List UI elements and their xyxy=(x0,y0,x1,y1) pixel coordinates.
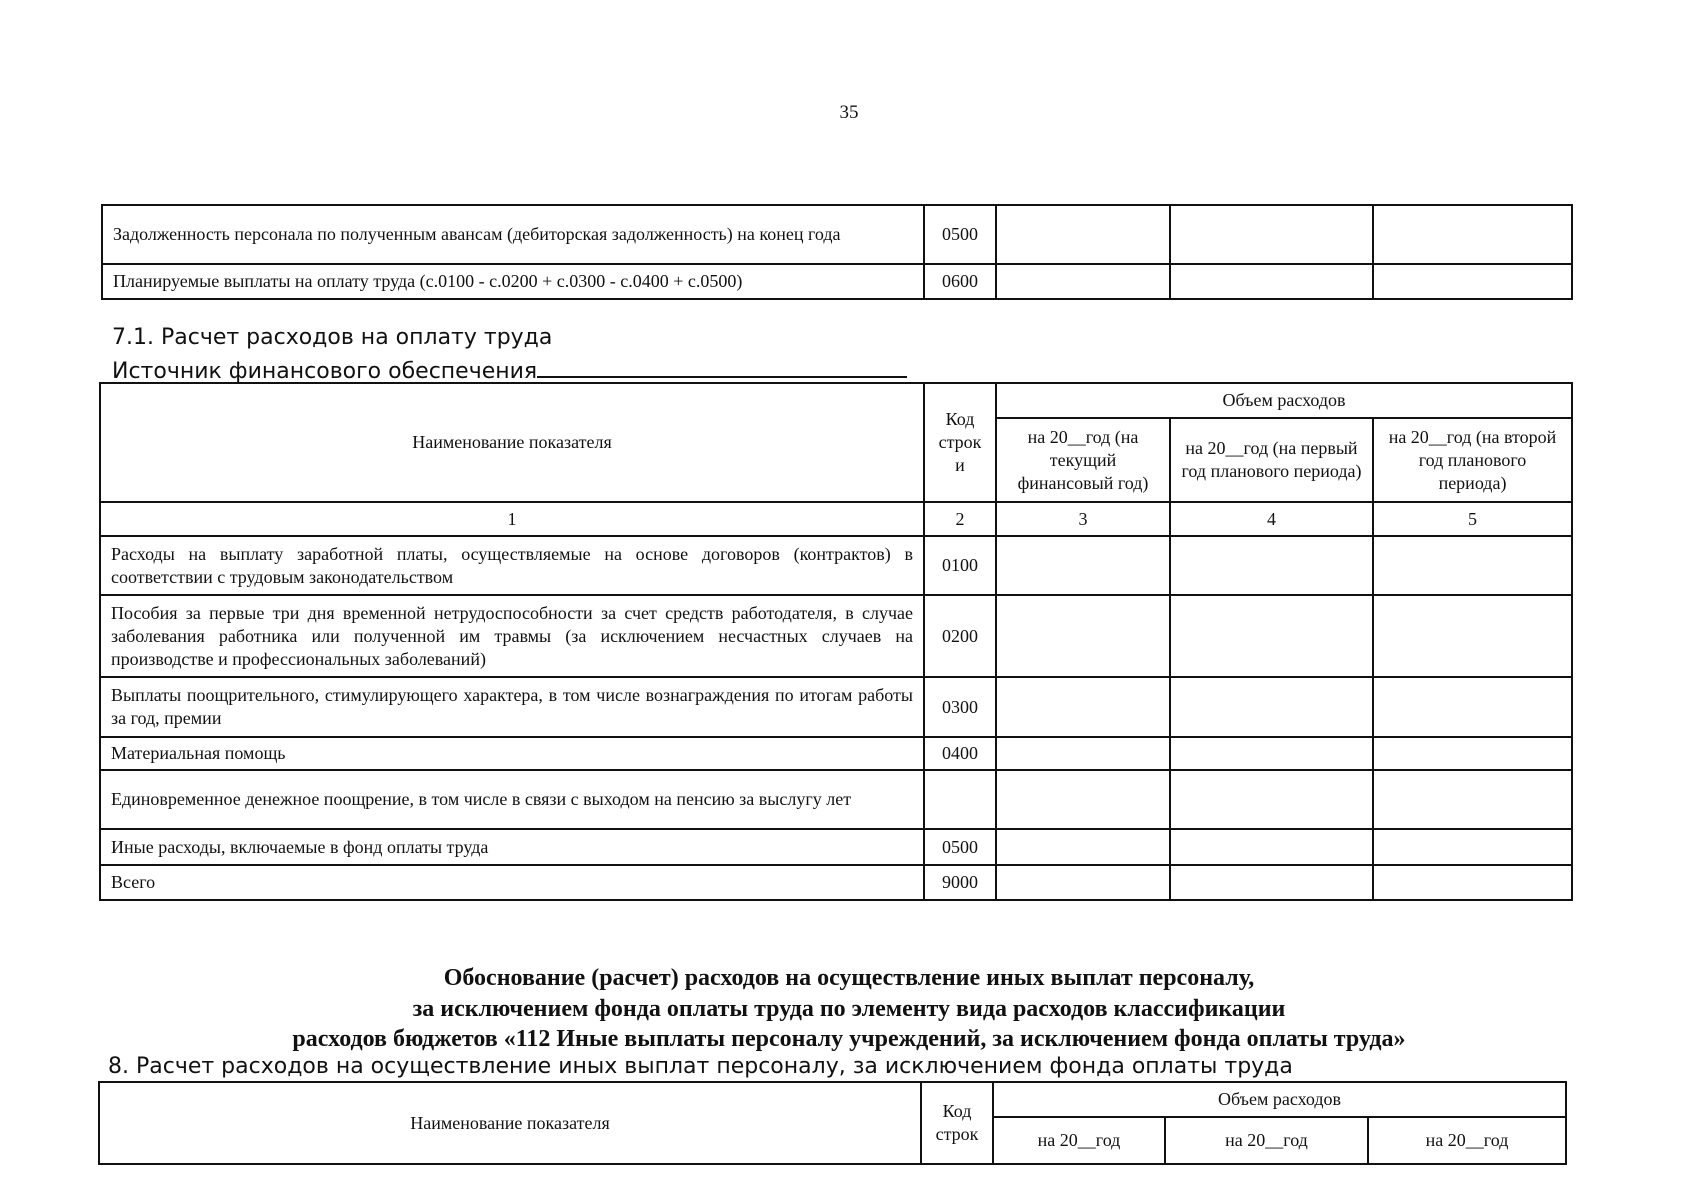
row-code: 0500 xyxy=(924,829,996,865)
table-row xyxy=(100,677,1572,737)
value-cell xyxy=(996,536,1170,595)
section-8-title: 8. Расчет расходов на осуществление иных выплат персоналу, за исключением фонда оплаты труда xyxy=(108,1054,1293,1079)
table-row xyxy=(102,264,1572,299)
value-cell xyxy=(1373,737,1572,770)
header-name: Наименование показателя xyxy=(99,1082,921,1164)
value-cell xyxy=(1373,205,1572,264)
value-cell xyxy=(1170,536,1373,595)
value-cell xyxy=(1170,737,1373,770)
header-row xyxy=(100,383,1572,418)
row-code: 0100 xyxy=(924,536,996,595)
header-year-2: на 20__год (на первый год планового периода) xyxy=(1170,418,1373,502)
row-code: 0500 xyxy=(924,205,996,264)
value-cell xyxy=(1170,865,1373,900)
table-row xyxy=(100,770,1572,829)
value-cell xyxy=(1170,770,1373,829)
heading-line-1: Обоснование (расчет) расходов на осуществление иных выплат персоналу, xyxy=(443,965,1255,991)
section-7-1-table xyxy=(99,382,1573,901)
row-name: Всего xyxy=(100,865,924,900)
value-cell xyxy=(1170,264,1373,299)
header-year-3: на 20__год xyxy=(1368,1117,1566,1164)
row-code: 0400 xyxy=(924,737,996,770)
value-cell xyxy=(1373,770,1572,829)
value-cell xyxy=(1373,677,1572,737)
header-name: Наименование показателя xyxy=(100,383,924,502)
value-cell xyxy=(996,205,1170,264)
row-name: Материальная помощь xyxy=(100,737,924,770)
value-cell xyxy=(1170,205,1373,264)
heading-line-2: за исключением фонда оплаты труда по элементу вида расходов классификации xyxy=(412,996,1286,1022)
value-cell xyxy=(1373,829,1572,865)
value-cell xyxy=(996,264,1170,299)
row-code xyxy=(924,770,996,829)
table-row xyxy=(100,829,1572,865)
table-row xyxy=(100,737,1572,770)
column-numbers-row xyxy=(100,502,1572,536)
header-year-2: на 20__год xyxy=(1165,1117,1368,1164)
heading-line-3: расходов бюджетов «112 Иные выплаты персоналу учреждений, за исключением фонда оплаты труда» xyxy=(292,1026,1406,1052)
col-number: 3 xyxy=(996,502,1170,536)
value-cell xyxy=(996,595,1170,677)
value-cell xyxy=(1373,264,1572,299)
value-cell xyxy=(1170,829,1373,865)
col-number: 1 xyxy=(100,502,924,536)
page-number: 35 xyxy=(839,102,859,123)
row-code: 0200 xyxy=(924,595,996,677)
col-number: 4 xyxy=(1170,502,1373,536)
row-code: 0300 xyxy=(924,677,996,737)
col-number: 5 xyxy=(1373,502,1572,536)
col-number: 2 xyxy=(924,502,996,536)
value-cell xyxy=(996,829,1170,865)
row-code: 0600 xyxy=(924,264,996,299)
value-cell xyxy=(996,865,1170,900)
section-8-table xyxy=(98,1081,1567,1165)
table-row xyxy=(100,865,1572,900)
table-row xyxy=(100,536,1572,595)
header-year-1: на 20__год xyxy=(993,1117,1165,1164)
header-volume: Объем расходов xyxy=(993,1082,1566,1117)
value-cell xyxy=(996,770,1170,829)
value-cell xyxy=(996,737,1170,770)
value-cell xyxy=(1373,865,1572,900)
row-name: Выплаты поощрительного, стимулирующего характера, в том числе вознаграждения по итогам работы за год, премии xyxy=(100,677,924,737)
row-name: Пособия за первые три дня временной нетрудоспособности за счет средств работодателя, в случае заболевания работника или полученной им травмы (за исключением несчастных случаев на производстве и профессиональных заболеваний) xyxy=(100,595,924,677)
header-volume: Объем расходов xyxy=(996,383,1572,418)
row-name: Планируемые выплаты на оплату труда (с.0100 - с.0200 + с.0300 - с.0400 + с.0500) xyxy=(102,264,924,299)
source-label: Источник финансового обеспечения xyxy=(112,359,538,384)
table-row xyxy=(102,205,1572,264)
header-code: Код строк и xyxy=(924,383,996,502)
header-code: Код строк xyxy=(921,1082,993,1164)
section-7-1-title: 7.1. Расчет расходов на оплату труда xyxy=(112,325,553,350)
row-code: 9000 xyxy=(924,865,996,900)
row-name: Задолженность персонала по полученным авансам (дебиторская задолженность) на конец года xyxy=(102,205,924,264)
value-cell xyxy=(996,677,1170,737)
row-name: Единовременное денежное поощрение, в том числе в связи с выходом на пенсию за выслугу лет xyxy=(100,770,924,829)
table-row xyxy=(100,595,1572,677)
header-year-1: на 20__год (на текущий финансовый год) xyxy=(996,418,1170,502)
header-year-3: на 20__год (на второй год планового периода) xyxy=(1373,418,1572,502)
row-name: Иные расходы, включаемые в фонд оплаты труда xyxy=(100,829,924,865)
value-cell xyxy=(1373,536,1572,595)
value-cell xyxy=(1170,595,1373,677)
top-table xyxy=(101,204,1573,300)
row-name: Расходы на выплату заработной платы, осуществляемые на основе договоров (контрактов) в соответствии с трудовым законодательством xyxy=(100,536,924,595)
source-blank xyxy=(537,354,907,378)
header-row xyxy=(99,1082,1566,1117)
value-cell xyxy=(1373,595,1572,677)
value-cell xyxy=(1170,677,1373,737)
